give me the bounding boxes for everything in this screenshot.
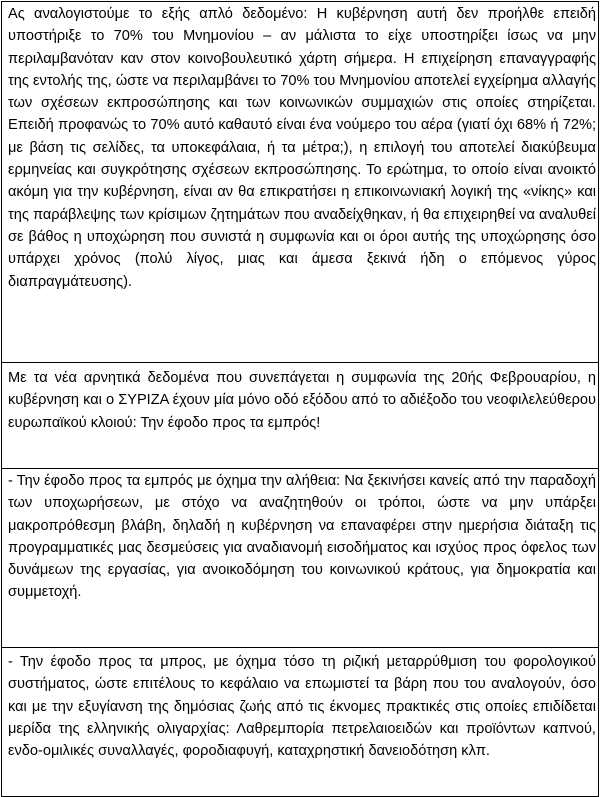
document-frame: [1, 1, 599, 797]
paragraph-2: Με τα νέα αρνητικά δεδομένα που συνεπάγεται η συμφωνία της 20ής Φεβρουαρίου, η κυβέρνηση και ο ΣΥΡΙΖΑ έχουν μία μόνο οδό εξόδου από το αδιέξοδο του νεοφιλελεύθερου ευρωπαϊκού κλοιού: Την έφοδο προς τα εμπρός!: [8, 370, 596, 431]
paragraph-1: Ας αναλογιστούμε το εξής απλό δεδομένο: Η κυβέρνηση αυτή δεν προήλθε επειδή υποστήριξε το 70% του Μνημονίου – αν μάλιστα το είχε υποστηρίξει ίσως να μην περιλαμβανόταν καν στον κοινοβουλευτικό χάρτη σήμερα. Η επιχείρηση επαναγγραφής της εντολής της, ώστε να περιλαμβάνει το 70% του Μνημονίου αποτελεί εγχείρημα αλλαγής των σχέσεων εκπροσώπησης και των κοινωνικών συμμαχιών στις οποίες στηρίζεται. Επειδή προφανώς το 70% αυτό καθαυτό είναι ένα νούμερο του αέρα (γιατί όχι 68% ή 72%; με βάση τις σελίδες, τα υποκεφάλαια, ή τα μέτρα;), η επιλογή του αποτελεί διακύβευμα ερμηνείας και συγκρότησης σχέσεων εκπροσώπησης. Το ερώτημα, το οποίο είναι ανοικτό ακόμη για την κυβέρνηση, είναι αν θα επικρατήσει η επικοινωνιακή λογική της «νίκης» και της παράβλεψης των κρίσιμων ζητημάτων που αναδείχθηκαν, ή θα επιχειρηθεί να αναλυθεί σε βάθος η υποχώρηση που συνιστά η συμφωνία και οι όροι αυτής της υποχώρησης όσο υπάρχει χρόνος (πολύ λίγος, μιας και άμεσα ξεκινά ήδη ο επόμενος γύρος διαπραγμάτευσης).: [8, 6, 596, 290]
paragraph-3: - Την έφοδο προς τα εμπρός με όχημα την αλήθεια: Να ξεκινήσει κανείς από την παραδοχή των υποχωρήσεων, με στόχο να αναζητηθούν οι τρόποι, ώστε να μην υπάρξει μακροπρόθεσμη βλάβη, δηλαδή η κυβέρνηση να επαναφέρει στην ημερήσια διάταξη τις προγραμματικές μας δεσμεύσεις για αναδιανομή εισοδήματος και ισχύος προς όφελος των δυνάμεων της εργασίας, για ανοικοδόμηση του κοινωνικού κράτους, για δημοκρατία και συμμετοχή.: [8, 473, 596, 601]
paragraph-divider-3: [2, 647, 598, 648]
paragraph-4: - Την έφοδο προς τα μπρος, με όχημα τόσο τη ριζική μεταρρύθμιση του φορολογικού συστήματος, ώστε επιτέλους το κεφάλαιο να επωμιστεί τα βάρη που του αναλογούν, όσο και με την εξυγίανση της δημόσιας ζωής από τις έκνομες πρακτικές στις οποίες επιδίδεται μερίδα της ελληνικής ολιγαρχίας: Λαθρεμπορία πετρελαιοειδών και προϊόντων καπνού, ενδο-ομιλικές συναλλαγές, φοροδιαφυγή, καταχρηστική δανειοδότηση κλπ.: [8, 654, 596, 760]
paragraph-divider-1: [2, 362, 598, 363]
paragraph-divider-2: [2, 468, 598, 469]
